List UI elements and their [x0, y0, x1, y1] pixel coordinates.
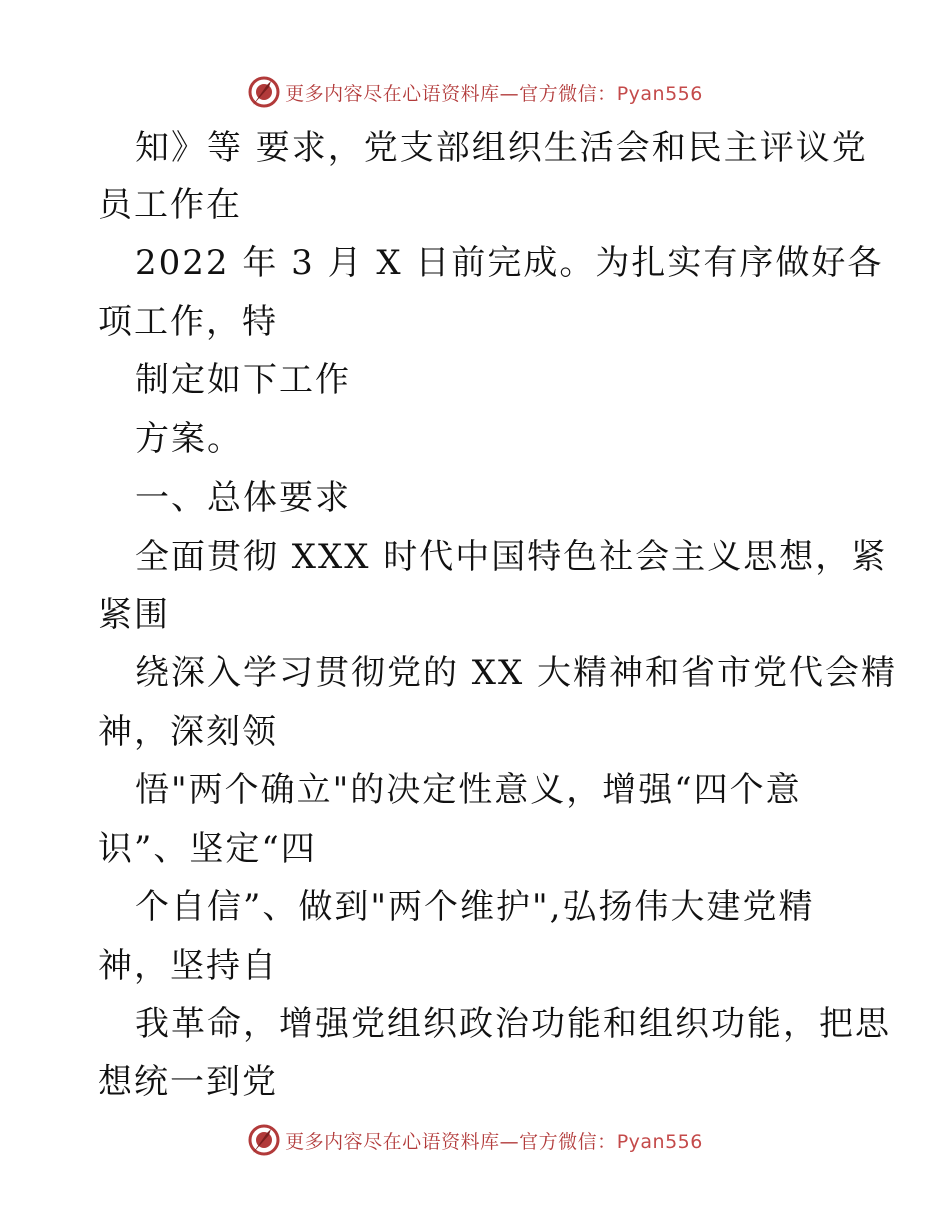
section-heading: 一、总体要求	[135, 478, 351, 518]
quill-seal-logo-icon	[247, 75, 281, 109]
text-line: 我革命，增强党组织政治功能和组织功能，把思	[135, 1004, 891, 1044]
text-line: 项工作，特	[98, 302, 278, 342]
banner-wechat-id: Pyan556	[616, 82, 703, 105]
quill-seal-logo-icon	[247, 1123, 281, 1157]
banner-text: 更多内容尽在心语资料库	[285, 1130, 500, 1153]
text-line: 全面贯彻 XXX 时代中国特色社会主义思想，紧	[135, 537, 888, 577]
banner-wechat-label: 官方微信：	[519, 82, 617, 105]
text-line: 神，坚持自	[98, 946, 278, 986]
text-line: 绕深入学习贯彻党的 XX 大精神和省市党代会精	[135, 653, 898, 693]
text-line: 神，深刻领	[98, 712, 278, 752]
text-line: 2022 年 3 月 X 日前完成。为扎实有序做好各	[135, 243, 884, 283]
text-line: 制定如下工作	[135, 360, 351, 400]
banner-wechat-id: Pyan556	[616, 1130, 703, 1153]
header-banner	[0, 72, 950, 112]
text-line: 员工作在	[98, 185, 242, 225]
footer-banner	[0, 1120, 950, 1160]
text-line: 紧围	[98, 595, 170, 635]
text-line: 悟"两个确立"的决定性意义，增强“四个意	[135, 770, 802, 810]
text-line: 方案。	[135, 419, 243, 459]
banner-text: 更多内容尽在心语资料库	[285, 82, 500, 105]
text-line: 想统一到党	[98, 1062, 278, 1102]
text-line: 知》等 要求，党支部组织生活会和民主评议党	[135, 128, 868, 168]
banner-wechat-label: 官方微信：	[519, 1130, 617, 1153]
text-line: 识”、坚定“四	[98, 829, 317, 869]
banner-separator: —	[499, 82, 520, 105]
text-line: 个自信”、做到"两个维护",弘扬伟大建党精	[135, 887, 815, 927]
banner-separator: —	[499, 1130, 520, 1153]
